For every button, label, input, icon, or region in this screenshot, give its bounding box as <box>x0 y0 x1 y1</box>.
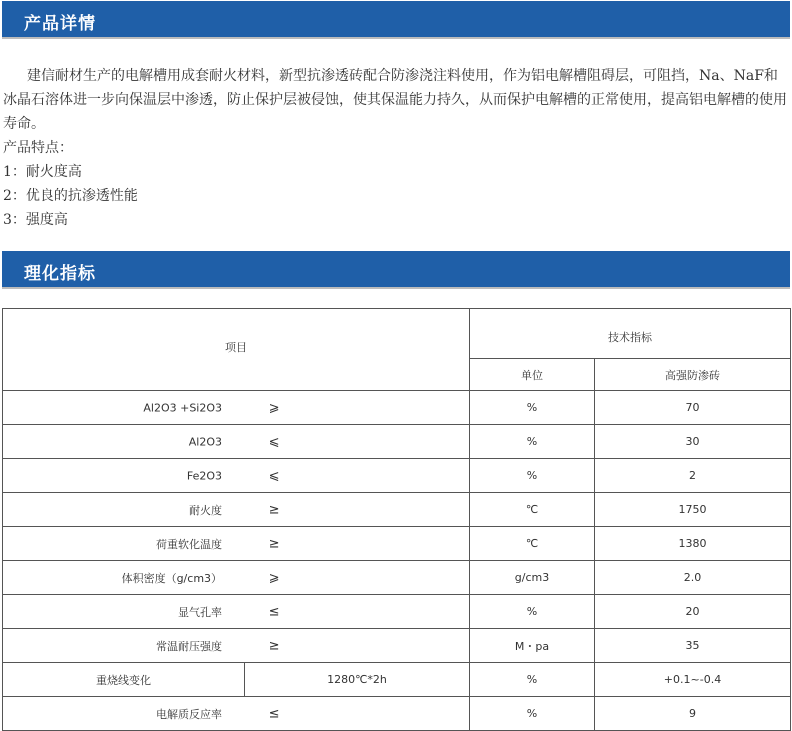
row-name: 显气孔率 <box>178 605 223 619</box>
description-paragraph: 建信耐材生产的电解槽用成套耐火材料，新型抗渗透砖配合防渗浇注料使用，作为铝电解槽阻碍层，可阻挡，Na、NaF和冰晶石溶体进一步向保温层中渗透，防止保护层被侵蚀，使其保温能力持久，从而保护电解槽的正常使用，提高铝电解槽的使用寿命。 <box>3 68 787 132</box>
row-value: 70 <box>595 391 791 425</box>
row-symbol: ≤ <box>268 604 280 619</box>
spec-table <box>2 308 791 731</box>
row-value: 1380 <box>595 527 791 561</box>
row-item <box>3 595 470 629</box>
row-name: 电解质反应率 <box>156 707 223 721</box>
row-unit: ℃ <box>470 527 595 561</box>
row-value: 2 <box>595 459 791 493</box>
row-item <box>3 527 470 561</box>
row-name: 重烧线变化 <box>3 663 245 697</box>
features-heading: 产品特点： <box>3 140 73 156</box>
table-row <box>3 629 791 663</box>
table-row <box>3 493 791 527</box>
row-symbol: ⩽ <box>268 468 280 483</box>
row-unit: ℃ <box>470 493 595 527</box>
row-item <box>3 425 470 459</box>
feature-item: 2：优良的抗渗透性能 <box>3 188 138 204</box>
table-row <box>3 425 791 459</box>
row-item <box>3 493 470 527</box>
feature-item: 1：耐火度高 <box>3 164 82 180</box>
row-item <box>3 629 470 663</box>
row-name: Al2O3 +Si2O3 <box>143 401 223 414</box>
row-name: 常温耐压强度 <box>156 639 223 653</box>
row-value: 9 <box>595 697 791 731</box>
row-item <box>3 459 470 493</box>
section-header-specs <box>2 251 790 289</box>
row-value: 20 <box>595 595 791 629</box>
row-unit: % <box>470 459 595 493</box>
row-item <box>3 561 470 595</box>
row-symbol: ⩾ <box>268 570 280 585</box>
table-row <box>3 527 791 561</box>
row-name: Fe2O3 <box>186 469 223 482</box>
row-name: 荷重软化温度 <box>156 537 223 551</box>
row-unit: % <box>470 425 595 459</box>
row-value: 35 <box>595 629 791 663</box>
table-row <box>3 561 791 595</box>
table-row <box>3 697 791 731</box>
row-unit: g/cm3 <box>470 561 595 595</box>
product-description <box>3 64 787 232</box>
row-unit: % <box>470 697 595 731</box>
header-product-cell: 高强防渗砖 <box>595 359 791 391</box>
section-title: 理化指标 <box>24 264 96 284</box>
row-symbol: ≤ <box>268 706 280 721</box>
table-header-row <box>3 309 791 359</box>
row-symbol: ≥ <box>268 536 280 551</box>
row-item <box>3 697 470 731</box>
row-value: +0.1~-0.4 <box>595 663 791 697</box>
header-item-cell: 项目 <box>3 309 470 391</box>
row-symbol: ≥ <box>268 638 280 653</box>
row-symbol: ≥ <box>268 502 280 517</box>
row-condition: 1280℃*2h <box>245 663 470 697</box>
row-name: 耐火度 <box>189 503 223 517</box>
row-name: Al2O3 <box>188 435 223 448</box>
row-unit: % <box>470 595 595 629</box>
feature-item: 3：强度高 <box>3 212 68 228</box>
header-unit-cell: 单位 <box>470 359 595 391</box>
row-unit: M・pa <box>470 629 595 663</box>
section-title: 产品详情 <box>24 14 96 34</box>
table-row <box>3 459 791 493</box>
row-unit: % <box>470 663 595 697</box>
table-row <box>3 663 791 697</box>
header-tech-cell: 技术指标 <box>470 309 791 359</box>
section-header-product-details <box>2 1 790 39</box>
row-unit: % <box>470 391 595 425</box>
table-row <box>3 391 791 425</box>
row-value: 30 <box>595 425 791 459</box>
row-item <box>3 391 470 425</box>
row-value: 2.0 <box>595 561 791 595</box>
table-row <box>3 595 791 629</box>
row-symbol: ⩽ <box>268 434 280 449</box>
row-symbol: ⩾ <box>268 400 280 415</box>
row-name: 体积密度（g/cm3） <box>121 571 223 585</box>
row-value: 1750 <box>595 493 791 527</box>
